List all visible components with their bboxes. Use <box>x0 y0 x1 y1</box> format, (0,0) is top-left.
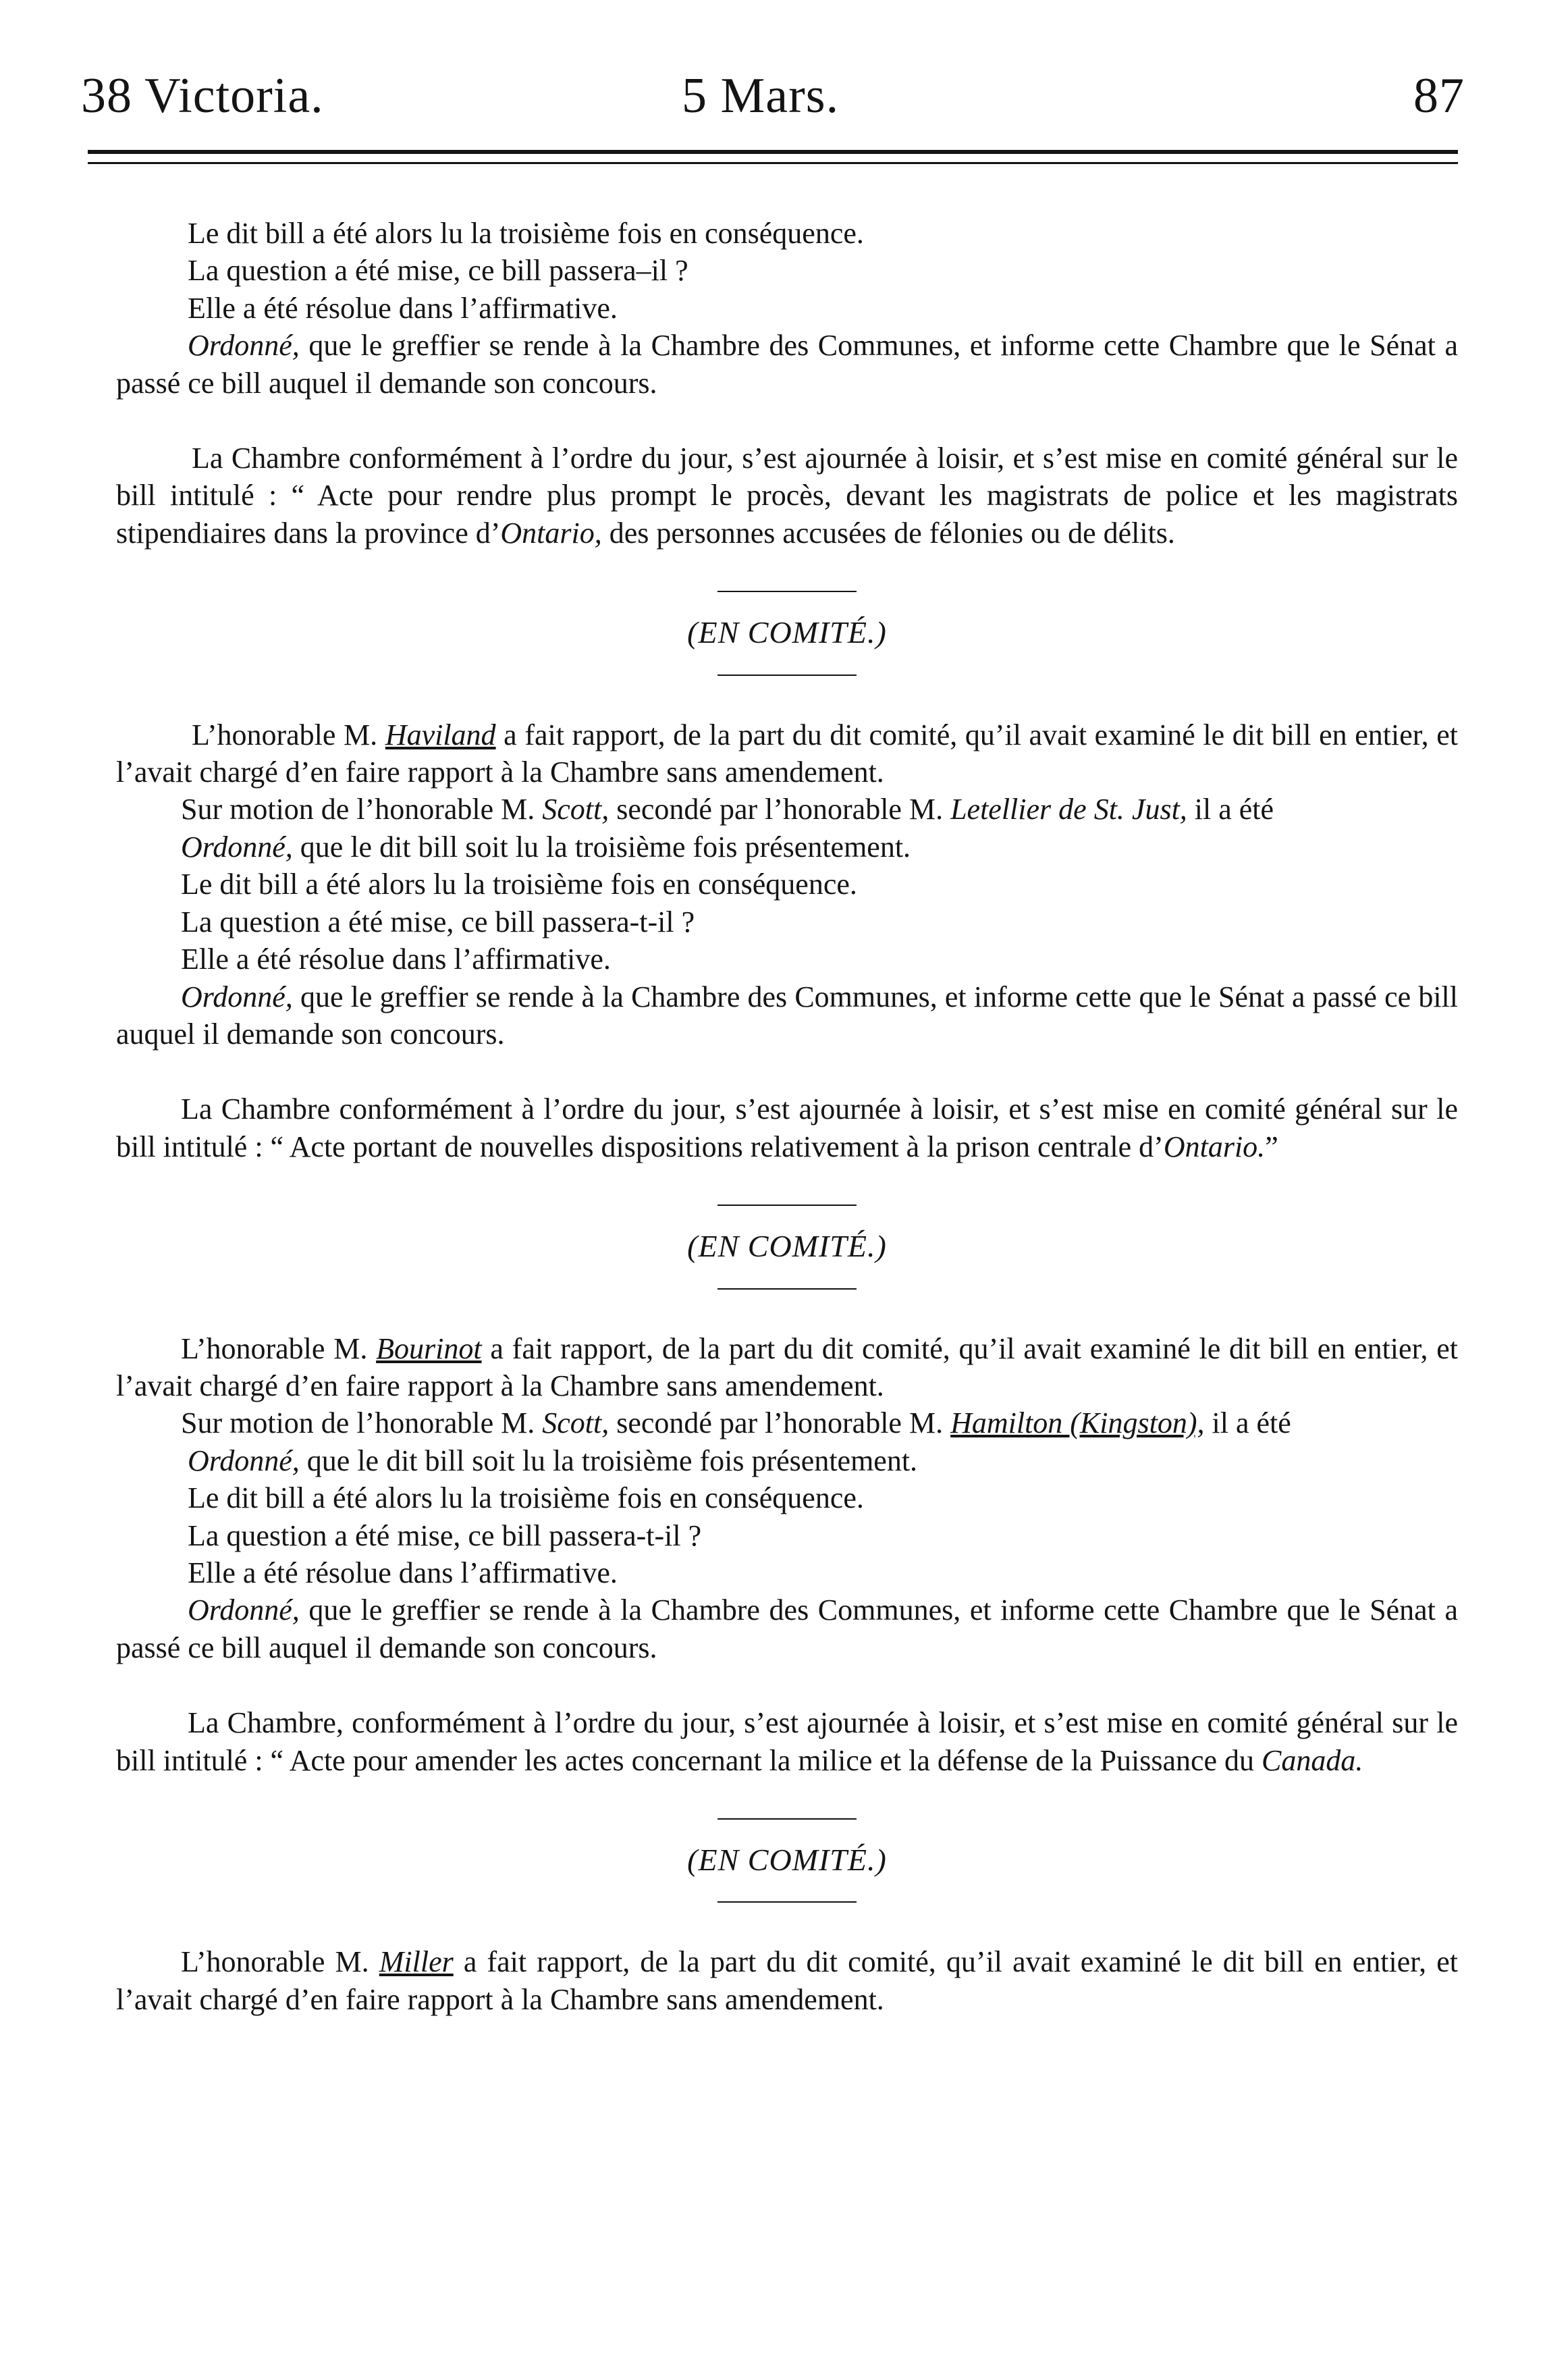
text: que le greffier se rende à la Chambre des Communes, et informe cette Chambre que le Sénat a passé ce bill auquel il demande son concours. <box>116 329 1458 400</box>
text: La Chambre, conformément à l’ordre du jour, s’est ajournée à loisir, et s’est mise en comité général sur le bill intitulé : “ Acte pour amender les actes concernant la milice et la défense de la Puissance du <box>116 1706 1458 1777</box>
text: secondé par l’honorable M. <box>609 793 951 826</box>
text: que le dit bill soit lu la troisième fois présentement. <box>299 1444 918 1477</box>
paragraph <box>116 1704 1458 1779</box>
divider <box>717 675 857 676</box>
paragraph <box>116 866 1458 903</box>
text: que le greffier se rende à la Chambre des Communes, et informe cette Chambre que le Sénat a passé ce bill auquel il demande son concours. <box>116 1593 1458 1664</box>
text: des personnes accusées de félonies ou de délits. <box>601 516 1175 550</box>
paragraph <box>116 252 1458 289</box>
text: Elle a été résolue dans l’affirmative. <box>188 1556 618 1589</box>
text: Le dit bill a été alors lu la troisième fois en conséquence. <box>188 217 864 250</box>
text: L’honorable M. <box>192 718 385 751</box>
divider <box>717 591 857 592</box>
text: Elle a été résolue dans l’affirmative. <box>181 943 611 976</box>
emphasis: Ontario. <box>1163 1130 1266 1163</box>
paragraph <box>116 327 1458 402</box>
emphasis: Ordonné, <box>181 980 293 1013</box>
text: La Chambre conformément à l’ordre du jour, s’est ajournée à loisir, et s’est mise en comité général sur le bill intitulé : “ Acte portant de nouvelles dispositions relativement à la prison centrale d’ <box>116 1092 1458 1163</box>
member-name: Scott, <box>542 793 609 826</box>
emphasis: Ordonné, <box>188 329 300 363</box>
divider <box>717 1205 857 1206</box>
text: Le dit bill a été alors lu la troisième fois en conséquence. <box>181 868 857 901</box>
text: Sur motion de l’honorable M. <box>181 793 543 826</box>
header-rule-thick <box>88 150 1458 154</box>
header-date: 5 Mars. <box>682 68 840 124</box>
paragraph <box>116 1517 1458 1554</box>
member-name: Hamilton (Kingston), <box>950 1406 1205 1440</box>
emphasis: Ontario, <box>500 516 602 550</box>
header-page-number: 87 <box>1413 68 1465 124</box>
emphasis: Ordonné, <box>181 830 293 864</box>
paragraph <box>116 978 1458 1053</box>
member-name: Scott, <box>542 1406 609 1440</box>
divider <box>717 1288 857 1290</box>
paragraph <box>116 1479 1458 1516</box>
text: il a été <box>1204 1406 1291 1440</box>
paragraph <box>116 828 1458 866</box>
text: a fait rapport, de la part du dit comité, qu’il avait examiné le dit bill en entier, et l’avait chargé d’en faire rapport à la Chambre sans amendement. <box>116 1331 1458 1402</box>
paragraph <box>116 1554 1458 1591</box>
committee-heading: (EN COMITÉ.) <box>687 1229 887 1264</box>
text: Le dit bill a été alors lu la troisième fois en conséquence. <box>188 1481 864 1515</box>
committee-heading: (EN COMITÉ.) <box>687 615 887 650</box>
emphasis: Ordonné, <box>188 1593 300 1627</box>
paragraph <box>116 1330 1458 1405</box>
text: secondé par l’honorable M. <box>609 1406 951 1440</box>
emphasis: Canada. <box>1262 1743 1363 1777</box>
text: il a été <box>1187 793 1274 826</box>
text: a fait rapport, de la part du dit comité, qu’il avait examiné le dit bill en entier, et l’avait chargé d’en faire rapport à la Chambre sans amendement. <box>116 718 1458 789</box>
paragraph <box>116 1591 1458 1666</box>
paragraph <box>116 1442 1458 1479</box>
text: Elle a été résolue dans l’affirmative. <box>188 291 618 325</box>
emphasis: Ordonné, <box>188 1444 300 1477</box>
text: L’honorable M. <box>181 1945 379 1979</box>
text: ” <box>1265 1130 1278 1163</box>
member-name: Bourinot <box>376 1331 482 1365</box>
text: La question a été mise, ce bill passera-t-il ? <box>188 1518 702 1552</box>
paragraph <box>116 440 1458 552</box>
text: La Chambre conformément à l’ordre du jour, s’est ajournée à loisir, et s’est mise en comité général sur le bill intitulé : “ Acte pour rendre plus prompt le procès, devant les magistrats de police et les magistrats stipendiaires dans la province d’ <box>116 442 1458 550</box>
paragraph <box>116 215 1458 252</box>
paragraph <box>116 716 1458 791</box>
header-session: 38 Victoria. <box>81 68 324 124</box>
paragraph <box>116 290 1458 327</box>
paragraph <box>116 1943 1458 2018</box>
member-name: Haviland <box>385 718 496 751</box>
text: que le dit bill soit lu la troisième fois présentement. <box>292 830 911 864</box>
paragraph <box>116 1404 1458 1442</box>
text: La question a été mise, ce bill passera-t-il ? <box>181 905 695 938</box>
paragraph <box>116 941 1458 978</box>
paragraph <box>116 791 1458 828</box>
divider <box>717 1901 857 1903</box>
page-header <box>81 68 1465 135</box>
member-name: Letellier de St. Just, <box>950 793 1187 826</box>
text: L’honorable M. <box>181 1331 377 1365</box>
text: a fait rapport, de la part du dit comité, qu’il avait examiné le dit bill en entier, et l’avait chargé d’en faire rapport à la Chambre sans amendement. <box>116 1945 1458 2016</box>
divider <box>717 1818 857 1820</box>
paragraph <box>116 1090 1458 1165</box>
header-rule-thin <box>88 162 1458 164</box>
text: La question a été mise, ce bill passera–il ? <box>188 254 688 288</box>
committee-heading: (EN COMITÉ.) <box>687 1843 887 1877</box>
text: Sur motion de l’honorable M. <box>181 1406 543 1440</box>
member-name: Miller <box>379 1945 454 1979</box>
paragraph <box>116 903 1458 941</box>
text: que le greffier se rende à la Chambre des Communes, et informe cette que le Sénat a passé ce bill auquel il demande son concours. <box>116 980 1458 1051</box>
page-body <box>116 215 1458 2018</box>
